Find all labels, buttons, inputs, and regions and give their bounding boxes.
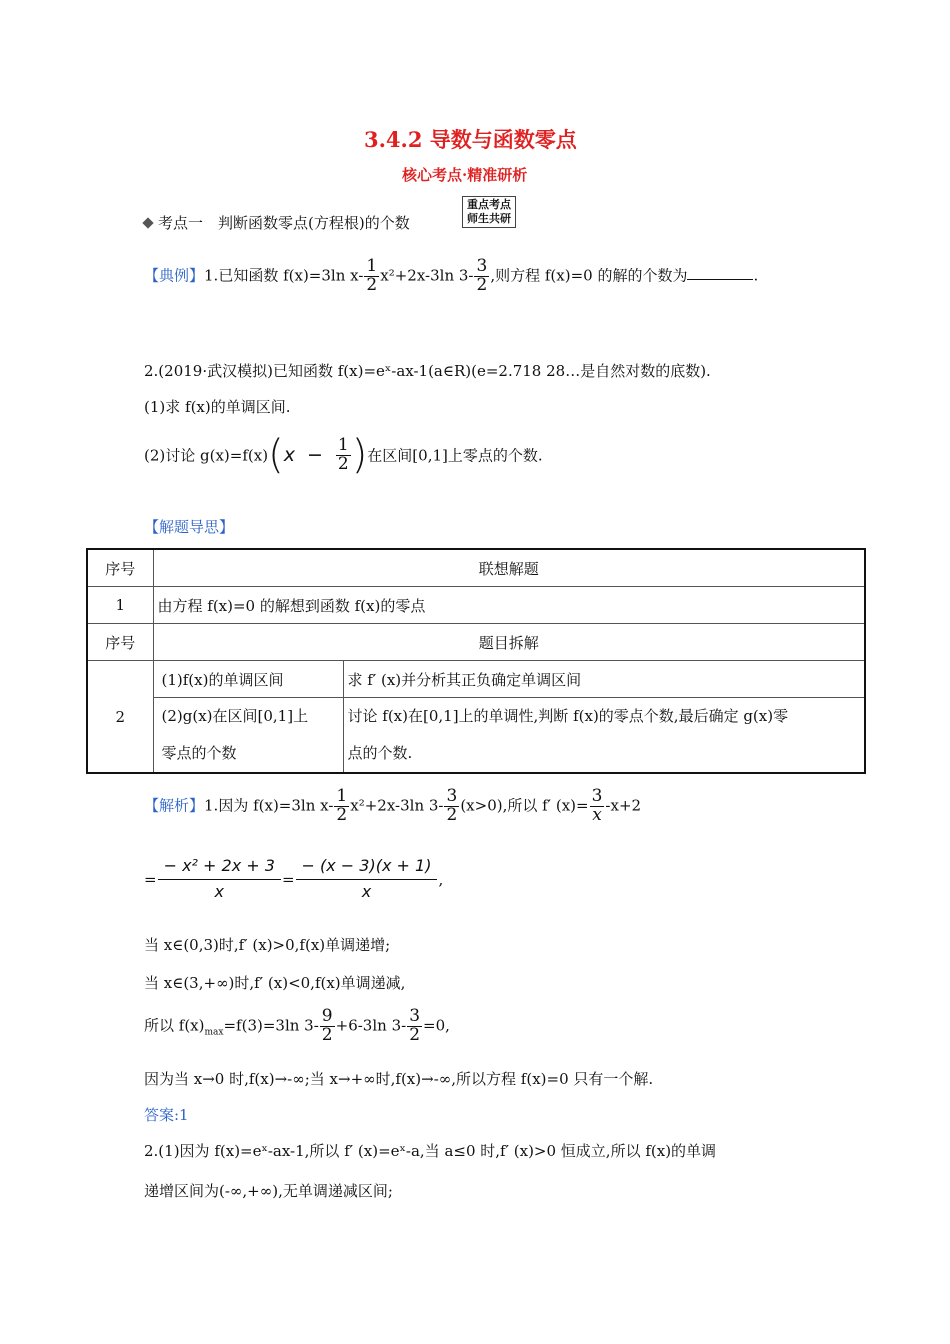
example-question-1: 【典例】1.已知函数 f(x)=3ln x- $\frac{1}{2}$ x²+2x-3ln 3- $\frac{3}{2}$ ,则方程 f(x)=0 的解的个数为 . [144,256,759,295]
solution-equation: = $\frac{\text{− x² + 2x + 3}}{x}$ = $\frac{- (x - 3)(x + 1)}{x}$ , [144,856,444,901]
example-question-2-line-3: (2)讨论 g(x)=f(x)(x − $\frac{1}{2}$ )在区间[0,1]上零点的个数. [144,432,543,478]
solution-line-3: 当 x∈(0,3)时,f′ (x)>0,f(x)单调递增; [144,936,391,954]
q1-middle: x²+2x-3ln 3- [380,266,474,285]
badge-line-2: 师生共研 [467,212,511,225]
example-question-2-line-2: (1)求 f(x)的单调区间. [144,398,291,416]
section-label: 考点一 判断函数零点(方程根)的个数 [158,214,410,232]
guide-tag: 【解题导思】 [144,518,235,536]
q1-suffix: ,则方程 f(x)=0 的解的个数为 [490,266,688,285]
example-question-2-line-1: 2.(2019·武汉模拟)已知函数 f(x)=eˣ-ax-1(a∈R)(e=2.718 28…是自然对数的底数). [144,362,711,380]
table-row [87,698,865,774]
q2-fraction: $\frac{1}{2}$ [337,434,349,474]
section-heading [142,212,410,233]
difficulty-badge [462,196,516,228]
diamond-bullet-icon [142,217,153,228]
solution-line-9: 递增区间为(-∞,+∞),无单调递减区间; [144,1182,393,1200]
q1-prefix: 1.已知函数 f(x)=3ln x- [204,266,364,285]
solution-line-5: 所以 $f(x)_{max}=f(3)=3\ln$ 3- $\frac{9}{2}$ +6-3ln 3- $\frac{3}{2}$ =0, [144,1006,450,1045]
solution-line-4: 当 x∈(3,+∞)时,f′ (x)<0,f(x)单调递减, [144,974,406,992]
page-title: 3.4.2 导数与函数零点 [364,127,577,152]
table-cell: 序号 [87,549,153,587]
page-subtitle: 核心考点·精准研析 [402,166,528,184]
table-row [87,587,865,624]
table-cell: 求 f′ (x)并分析其正负确定单调区间 [343,661,865,698]
eq-fraction-2: $\frac{- (x - 3)(x + 1)}{x}$ [296,858,438,901]
solution-line-6: 因为当 x→0 时,f(x)→-∞;当 x→+∞时,f(x)→-∞,所以方程 f(x)=0 只有一个解. [144,1070,654,1088]
q1-fraction-1: $\frac{1}{2}$ [366,256,378,295]
s1-fraction-1: $\frac{1}{2}$ [336,786,348,825]
table-cell: 序号 [87,624,153,661]
answer-blank [687,265,753,280]
table-row [87,549,865,587]
table-cell: 由方程 f(x)=0 的解想到函数 f(x)的零点 [153,587,865,624]
table-row [87,624,865,661]
table-cell: 题目拆解 [153,624,865,661]
example-tag: 【典例】 [144,266,205,285]
table-cell: 讨论 f(x)在[0,1]上的单调性,判断 f(x)的零点个数,最后确定 g(x)零 点的个数. [343,698,865,774]
q1-fraction-2: $\frac{3}{2}$ [476,256,488,295]
s1-fraction-2: $\frac{3}{2}$ [446,786,458,825]
badge-line-1: 重点考点 [467,198,511,211]
l5-fraction-2: $\frac{3}{2}$ [409,1006,421,1045]
table-cell: (2)g(x)在区间[0,1]上 零点的个数 [153,698,343,774]
solution-line-8: 2.(1)因为 f(x)=eˣ-ax-1,所以 f′ (x)=eˣ-a,当 a≤0 时,f′ (x)>0 恒成立,所以 f(x)的单调 [144,1142,717,1160]
table-row [87,661,865,698]
left-paren: ( [268,432,284,478]
table-cell: 1 [87,587,153,624]
solution-line-1: 【解析】1.因为 f(x)=3ln x- $\frac{1}{2}$ x²+2x-3ln 3- $\frac{3}{2}$ (x>0),所以 f′ (x)= $\frac{3}{x}$ -x+2 [144,786,642,825]
answer-label: 答案:1 [144,1106,189,1124]
eq-fraction-1: $\frac{\text{− x² + 2x + 3}}{x}$ [158,858,281,901]
l5-fraction-1: $\frac{9}{2}$ [321,1006,333,1045]
table-cell: 联想解题 [153,549,865,587]
right-paren: ) [351,432,368,478]
guide-table [86,548,866,774]
solution-tag: 【解析】 [144,796,205,815]
table-cell: 2 [87,661,153,774]
s1-fraction-3: $\frac{3}{x}$ [591,786,603,825]
table-cell: (1)f(x)的单调区间 [153,661,343,698]
